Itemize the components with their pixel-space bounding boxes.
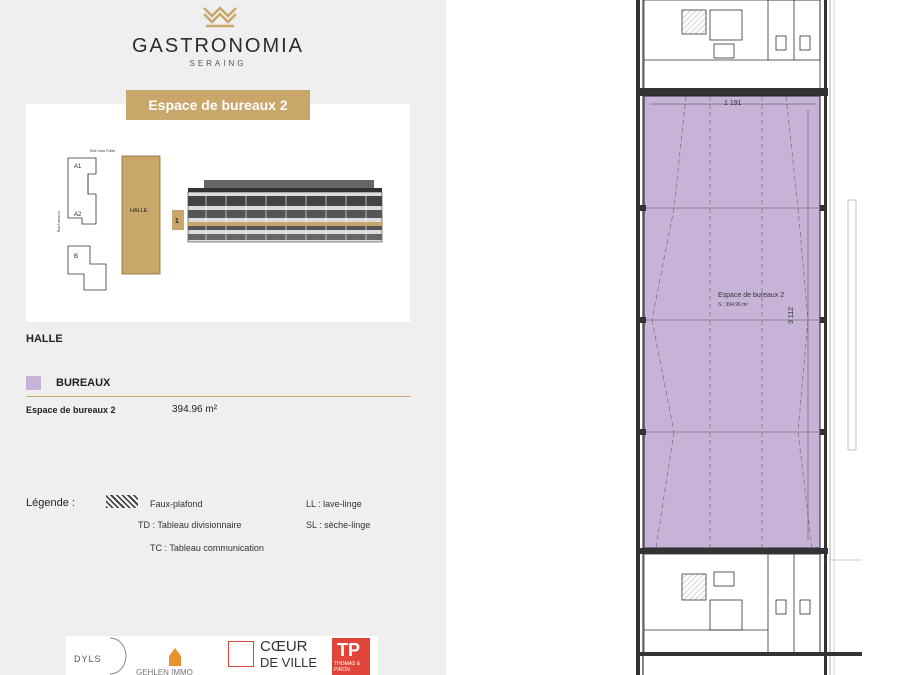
- category-label: BUREAUX: [56, 377, 111, 389]
- plan-room-area: S : 394.96 m²: [718, 302, 749, 308]
- brand-title: GASTRONOMIA: [131, 35, 304, 57]
- coeur-logo-icon: [228, 641, 254, 667]
- legend-hatch-label: Faux-plafond: [150, 499, 203, 509]
- section-divider: [26, 396, 411, 397]
- space-area: 394.96 m²: [172, 404, 218, 415]
- legend-item-td: TD : Tableau divisionnaire: [138, 520, 242, 530]
- sponsor-dyls: [66, 636, 134, 675]
- de-ville-text: DE VILLE: [260, 655, 318, 670]
- site-plan: [68, 158, 106, 290]
- space-name: Espace de bureaux 2: [26, 405, 116, 415]
- coeur-text: CŒUR: [260, 638, 308, 655]
- gastronomia-logo-icon: [200, 4, 240, 34]
- facade-elevation: [172, 180, 382, 242]
- street-side-label: Rue Lamarck: [57, 211, 61, 232]
- top-service-block: [644, 0, 820, 90]
- sponsor-thomas-piron: [332, 638, 370, 675]
- dyls-text: DYLS: [74, 654, 102, 664]
- legend-item-sl: SL : sèche-linge: [306, 520, 371, 530]
- bottom-service-block: [644, 554, 820, 654]
- floor-plan-drawing: [446, 0, 900, 675]
- block-b-label: B: [74, 254, 79, 260]
- section-title: HALLE: [26, 333, 63, 345]
- block-a2-label: A2: [74, 212, 82, 218]
- floor-marker-label: 1: [175, 218, 179, 225]
- tp-text: THOMAS & PIRON: [334, 661, 361, 673]
- plan-dim-width: 1 191: [724, 100, 742, 107]
- halle-block: [122, 156, 160, 274]
- sponsor-gehlen: [134, 636, 220, 675]
- halle-block-label: HALLE: [130, 208, 148, 214]
- hatch-swatch-icon: [106, 495, 138, 508]
- legend-item-ll: LL : lave-linge: [306, 499, 362, 509]
- brand-location: SERAING: [189, 59, 247, 68]
- legend-item-tc: TC : Tableau communication: [150, 543, 264, 553]
- plan-dim-height: 3 112: [788, 307, 795, 324]
- sponsor-strip: [66, 636, 378, 675]
- keyplan: [26, 104, 410, 322]
- street-top-label: Rue Léon Pollet: [90, 149, 115, 153]
- floor-plan: [446, 0, 900, 675]
- legend-title: Légende :: [26, 497, 75, 509]
- space-banner: Espace de bureaux 2: [126, 90, 310, 120]
- block-a1-label: A1: [74, 164, 82, 170]
- sponsor-coeur-de-ville: [228, 638, 318, 675]
- plan-room-title: Espace de bureaux 2: [718, 292, 785, 299]
- bureaux-color-swatch: [26, 376, 41, 390]
- info-panel: [0, 0, 446, 675]
- gehlen-text: GEHLEN IMMO: [136, 668, 193, 675]
- keyplan-drawing: [26, 104, 410, 322]
- tp-monogram: TP: [337, 640, 361, 660]
